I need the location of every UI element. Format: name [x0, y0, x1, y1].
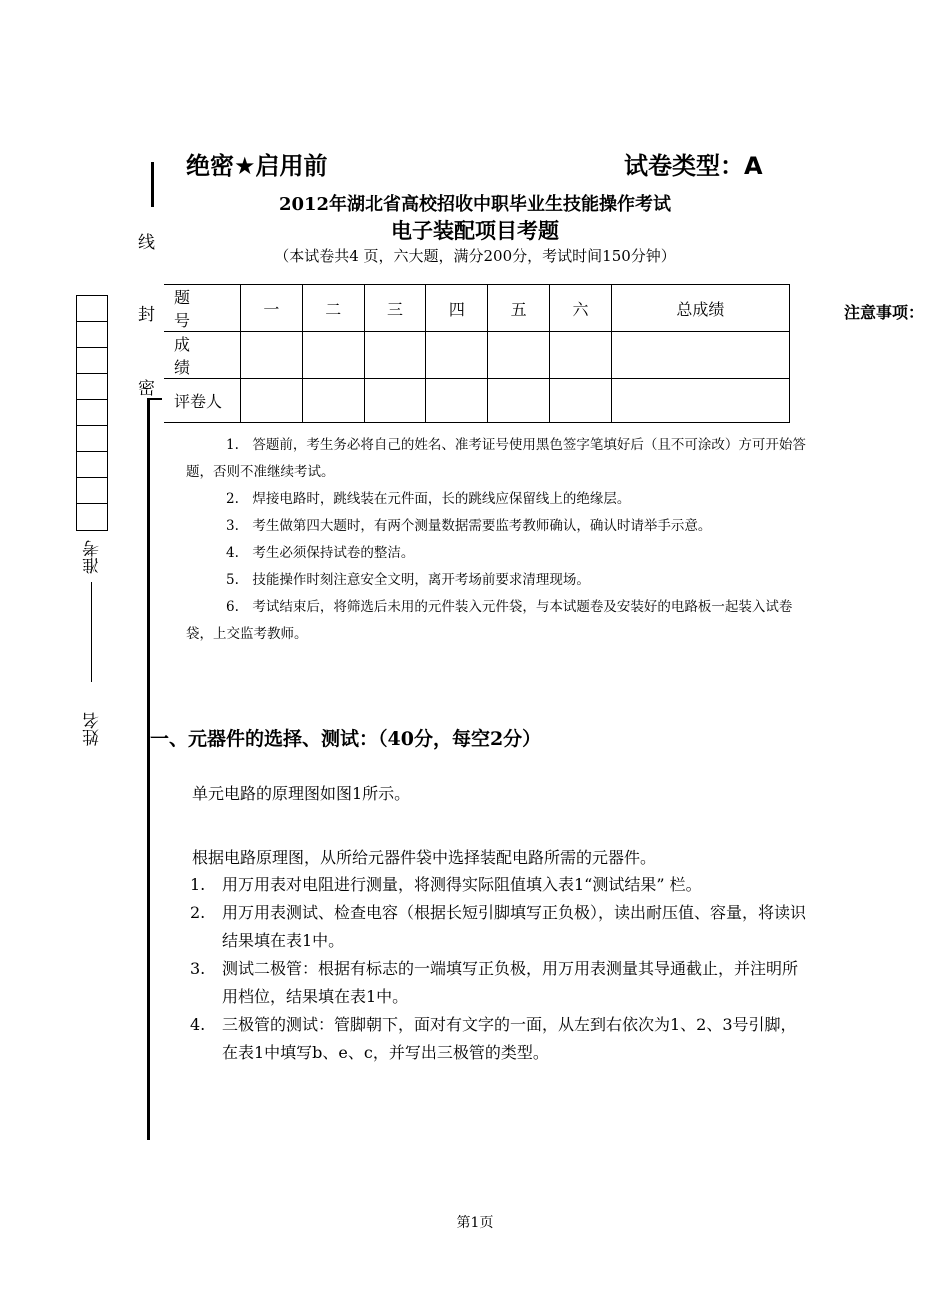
score-header-cell: 五: [488, 285, 550, 332]
section-lead: 根据电路原理图，从所给元器件袋中选择装配电路所需的元器件。: [192, 848, 657, 867]
grader-cell: [488, 379, 550, 423]
score-row-label: 成 绩: [164, 332, 241, 379]
notes-list: [186, 432, 806, 648]
score-header-cell: 四: [426, 285, 488, 332]
exam-subject: 电子装配项目考题: [391, 218, 559, 243]
notice-label: 注意事项：: [844, 303, 925, 322]
list-item-number: 3.: [190, 959, 206, 978]
note-item: 5. 技能操作时刻注意安全文明，离开考场前要求清理现场。: [226, 572, 590, 588]
score-header-cell: 题 号: [164, 285, 241, 332]
section-title: 一、元器件的选择、测试：（40分，每空2分）: [150, 728, 542, 750]
grader-cell: [426, 379, 488, 423]
list-item-text: 三极管的测试：管脚朝下，面对有文字的一面，从左到右依次为1、2、3号引脚，在表1中填写b、e、c，并写出三极管的类型。: [222, 1015, 797, 1062]
score-row: [164, 332, 790, 379]
score-header-cell: 三: [364, 285, 426, 332]
score-header-cell: 总成绩: [611, 285, 789, 332]
score-cell: [611, 332, 789, 379]
section-intro: 单元电路的原理图如图1所示。: [192, 784, 411, 803]
grader-cell: [241, 379, 303, 423]
seal-feng: 封: [138, 305, 155, 325]
candidate-id-boxes: [76, 295, 108, 531]
list-item: [186, 899, 806, 955]
list-item: [186, 1011, 806, 1067]
note-item: 1. 答题前，考生务必将自己的姓名、准考证号使用黑色签字笔填好后（且不可涂改）方可开始答题，否则不准继续考试。: [186, 437, 806, 480]
list-item-number: 1.: [190, 875, 206, 894]
list-item-number: 2.: [190, 903, 206, 922]
list-item-number: 4.: [190, 1015, 206, 1034]
seal-mi: 密: [138, 379, 155, 399]
label-zhunkao: 准考: [83, 540, 103, 574]
zhunkao-line: [91, 582, 92, 682]
list-item: [186, 955, 806, 1011]
score-cell: [426, 332, 488, 379]
list-item: [186, 871, 806, 899]
score-header-cell: 一: [241, 285, 303, 332]
confidential-label: 绝密★启用前: [186, 152, 328, 180]
list-item-text: 用万用表对电阻进行测量，将测得实际阻值填入表1“测试结果” 栏。: [222, 875, 702, 894]
score-header-cell: 六: [550, 285, 612, 332]
exam-info: （本试卷共4 页，六大题，满分200分，考试时间150分钟）: [274, 247, 676, 265]
score-table-header-row: [164, 285, 790, 332]
grader-row-label: 评卷人: [164, 379, 241, 423]
list-item-text: 用万用表测试、检查电容（根据长短引脚填写正负极），读出耐压值、容量，将读识结果填在表1中。: [222, 903, 807, 950]
note-item: 6. 考试结束后，将筛选后未用的元件装入元件袋，与本试题卷及安装好的电路板一起装入试卷袋，上交监考教师。: [186, 599, 793, 642]
grader-cell: [302, 379, 364, 423]
label-xingming: 姓名: [83, 712, 103, 746]
page-number: 第1页: [456, 1215, 494, 1231]
score-table: [164, 284, 790, 423]
grader-row: [164, 379, 790, 423]
exam-title: 2012年湖北省高校招收中职毕业生技能操作考试: [278, 194, 672, 215]
score-cell: [550, 332, 612, 379]
seal-xian: 线: [138, 233, 155, 253]
binding-line-main: [147, 398, 150, 1140]
score-cell: [364, 332, 426, 379]
grader-cell: [550, 379, 612, 423]
note-item: 4. 考生必须保持试卷的整洁。: [226, 545, 415, 561]
score-cell: [488, 332, 550, 379]
grader-cell: [364, 379, 426, 423]
paper-type: 试卷类型：A: [624, 152, 763, 180]
score-header-cell: 二: [302, 285, 364, 332]
task-list: [186, 871, 806, 1067]
grader-cell: [611, 379, 789, 423]
note-item: 3. 考生做第四大题时，有两个测量数据需要监考教师确认，确认时请举手示意。: [226, 518, 712, 534]
list-item-text: 测试二极管：根据有标志的一端填写正负极，用万用表测量其导通截止，并注明所用档位，结果填在表1中。: [222, 959, 799, 1006]
note-item: 2. 焊接电路时，跳线装在元件面，长的跳线应保留线上的绝缘层。: [226, 491, 631, 507]
score-cell: [241, 332, 303, 379]
score-cell: [302, 332, 364, 379]
